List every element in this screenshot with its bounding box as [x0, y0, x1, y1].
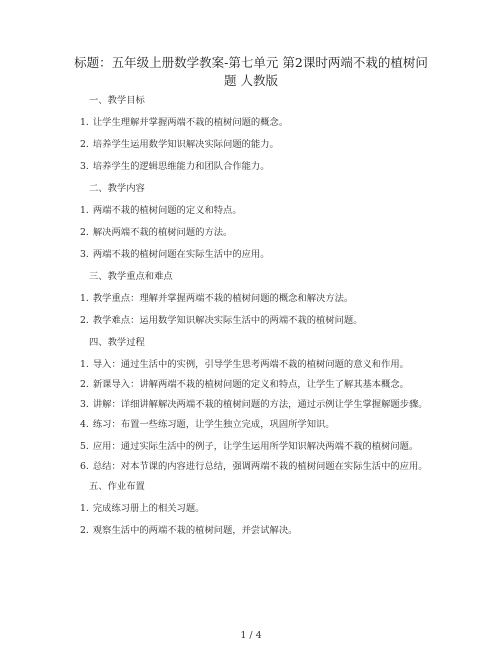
- item-text: 培养学生的逻辑思维能力和团队合作能力。: [92, 161, 270, 172]
- item-text: 练习：布置一些练习题，让学生独立完成，巩固所学知识。: [92, 419, 335, 430]
- section-heading: 四、教学过程: [89, 337, 145, 348]
- item-text: 总结：对本节课的内容进行总结，强调两端不栽的植树问题在实际生活中的应用。: [92, 461, 428, 472]
- item-number: 3.: [80, 249, 89, 260]
- item-text: 完成练习册上的相关习题。: [92, 503, 205, 514]
- document-title: 标题：五年级上册数学教案-第七单元 第2课时两端不栽的植树问题 人教版: [74, 55, 428, 88]
- item-text: 教学难点：运用数学知识解决实际生活中的两端不栽的植树问题。: [92, 315, 363, 326]
- item-number: 2.: [80, 379, 89, 390]
- item-number: 6.: [80, 461, 89, 472]
- list-item: [74, 502, 440, 516]
- item-number: 3.: [80, 161, 89, 172]
- list-item: [74, 398, 440, 412]
- item-text: 解决两端不栽的植树问题的方法。: [92, 227, 233, 238]
- item-text: 观察生活中的两端不栽的植树问题，并尝试解决。: [92, 525, 298, 536]
- item-text: 教学重点：理解并掌握两端不栽的植树问题的概念和解决方法。: [92, 293, 354, 304]
- list-item: [74, 418, 440, 432]
- section-heading: 一、教学目标: [89, 95, 145, 106]
- item-number: 1.: [80, 117, 89, 128]
- list-item: [74, 440, 440, 454]
- section-heading: 三、教学重点和难点: [89, 271, 173, 282]
- list-item: [74, 116, 440, 130]
- item-text: 导入：通过生活中的实例，引导学生思考两端不栽的植树问题的意义和作用。: [92, 359, 409, 370]
- list-item: [74, 314, 440, 328]
- list-item: [74, 204, 440, 218]
- item-text: 应用：通过实际生活中的例子，让学生运用所学知识解决两端不栽的植树问题。: [92, 441, 419, 452]
- item-number: 1.: [80, 359, 89, 370]
- list-item: [74, 460, 440, 474]
- list-item: [74, 292, 440, 306]
- list-item: [74, 248, 440, 262]
- section-heading: 五、作业布置: [89, 481, 145, 492]
- list-item: [74, 378, 440, 392]
- item-text: 让学生理解并掌握两端不栽的植树问题的概念。: [92, 117, 289, 128]
- page-indicator: 1 / 4: [240, 630, 262, 641]
- document-body: [74, 94, 440, 546]
- item-text: 新课导入：讲解两端不栽的植树问题的定义和特点，让学生了解其基本概念。: [92, 379, 409, 390]
- list-item: [74, 524, 440, 538]
- item-number: 5.: [80, 441, 89, 452]
- section-heading: 二、教学内容: [89, 183, 145, 194]
- item-text: 两端不栽的植树问题的定义和特点。: [92, 205, 242, 216]
- item-number: 1.: [80, 205, 89, 216]
- item-text: 讲解：详细讲解解决两端不栽的植树问题的方法，通过示例让学生掌握解题步骤。: [92, 399, 428, 410]
- item-number: 2.: [80, 525, 89, 536]
- list-item: [74, 358, 440, 372]
- list-item: [74, 226, 440, 240]
- item-number: 3.: [80, 399, 89, 410]
- list-item: [74, 160, 440, 174]
- item-number: 4.: [80, 419, 89, 430]
- list-item: [74, 138, 440, 152]
- item-text: 两端不栽的植树问题在实际生活中的应用。: [92, 249, 270, 260]
- item-number: 2.: [80, 315, 89, 326]
- item-number: 2.: [80, 139, 89, 150]
- item-number: 2.: [80, 227, 89, 238]
- item-text: 培养学生运用数学知识解决实际问题的能力。: [92, 139, 279, 150]
- item-number: 1.: [80, 293, 89, 304]
- item-number: 1.: [80, 503, 89, 514]
